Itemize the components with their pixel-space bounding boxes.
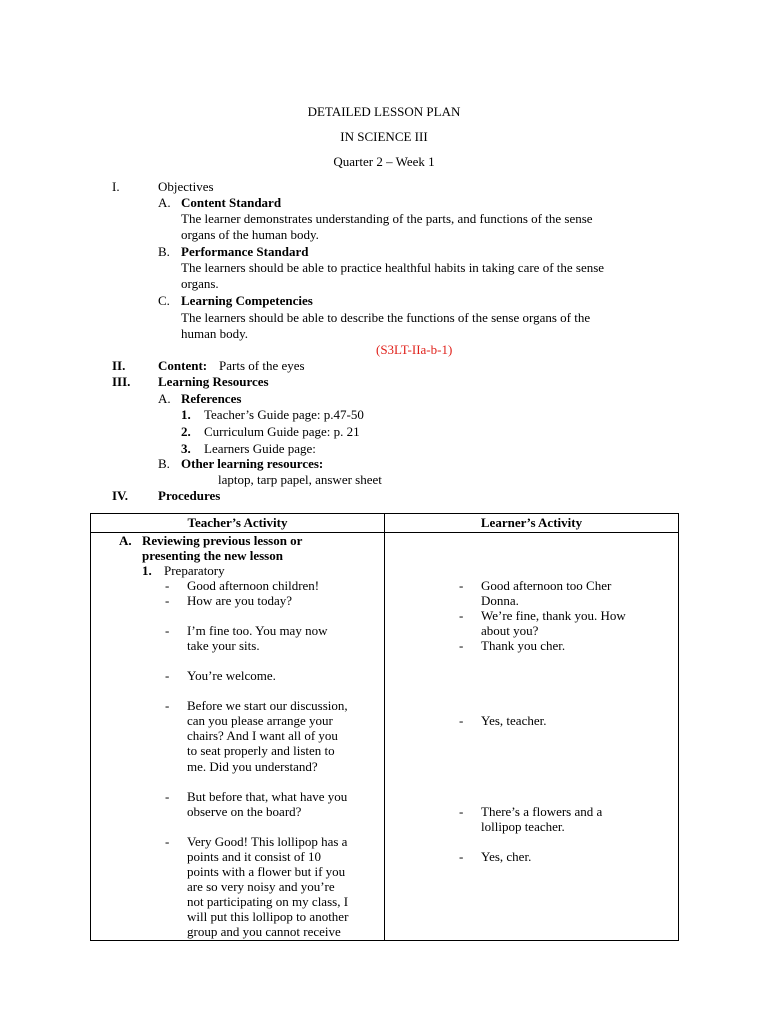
learning-competencies-text: human body. [181, 326, 249, 341]
teacher-line: Good afternoon children! [187, 578, 320, 593]
references-heading: References [181, 391, 242, 406]
teacher-line-dash: - [165, 623, 170, 638]
performance-standard-text: organs. [181, 276, 219, 291]
activity-section-title: presenting the new lesson [142, 548, 283, 563]
teacher-line: points with a flower but if you [187, 864, 346, 879]
teacher-line: are so very noisy and you’re [187, 879, 335, 894]
document-subject: IN SCIENCE III [340, 129, 428, 144]
teacher-line-dash: - [165, 698, 170, 713]
content-standard-text: organs of the human body. [181, 227, 319, 242]
other-resources-letter: B. [158, 456, 170, 471]
learner-line: lollipop teacher. [481, 819, 565, 834]
learner-line: about you? [481, 623, 539, 638]
reference-item: Learners Guide page: [204, 441, 316, 456]
learner-line: Yes, teacher. [481, 713, 547, 728]
learning-competencies-text: The learners should be able to describe the functions of the sense organs of the [181, 310, 591, 325]
learner-line-dash: - [459, 608, 464, 623]
preparatory-number: 1. [142, 563, 152, 578]
teacher-line: to seat properly and listen to [187, 743, 335, 758]
competency-code: (S3LT-IIa-b-1) [376, 342, 453, 357]
teacher-line: Very Good! This lollipop has a [187, 834, 348, 849]
teacher-line: observe on the board? [187, 804, 302, 819]
performance-standard-text: The learners should be able to practice healthful habits in taking care of the sense [181, 260, 605, 275]
teacher-line-dash: - [165, 834, 170, 849]
teacher-line: chairs? And I want all of you [187, 728, 338, 743]
teacher-line: You’re welcome. [187, 668, 276, 683]
performance-standard-heading: Performance Standard [181, 244, 309, 259]
teacher-line-dash: - [165, 668, 170, 683]
performance-standard-letter: B. [158, 244, 170, 259]
teacher-line: I’m fine too. You may now [187, 623, 328, 638]
table-column-divider [384, 514, 385, 940]
teacher-line: me. Did you understand? [187, 759, 318, 774]
section-numeral-objectives: I. [112, 179, 120, 194]
learner-line: Good afternoon too Cher [481, 578, 612, 593]
teacher-activity-header: Teacher’s Activity [187, 515, 288, 530]
learning-competencies-letter: C. [158, 293, 170, 308]
teacher-line-dash: - [165, 789, 170, 804]
teacher-line: not participating on my class, I [187, 894, 349, 909]
content-heading: Content: [158, 358, 208, 373]
reference-number: 2. [181, 424, 191, 439]
activity-section-letter: A. [119, 533, 132, 548]
section-numeral-procedures: IV. [112, 488, 129, 503]
learner-activity-header: Learner’s Activity [480, 515, 583, 530]
document-quarter: Quarter 2 – Week 1 [333, 154, 435, 169]
learner-line-dash: - [459, 713, 464, 728]
teacher-line: But before that, what have you [187, 789, 348, 804]
learning-resources-heading: Learning Resources [158, 374, 269, 389]
teacher-line: group and you cannot receive [187, 924, 341, 939]
section-numeral-resources: III. [112, 374, 131, 389]
teacher-line: How are you today? [187, 593, 293, 608]
objectives-heading: Objectives [158, 179, 214, 194]
teacher-line: Before we start our discussion, [187, 698, 348, 713]
reference-number: 1. [181, 407, 191, 422]
learner-line: Thank you cher. [481, 638, 566, 653]
learner-line-dash: - [459, 849, 464, 864]
teacher-line: will put this lollipop to another [187, 909, 349, 924]
learner-line: There’s a flowers and a [481, 804, 603, 819]
teacher-line: can you please arrange your [187, 713, 333, 728]
reference-item: Curriculum Guide page: p. 21 [204, 424, 360, 439]
teacher-line: points and it consist of 10 [187, 849, 321, 864]
learner-line-dash: - [459, 804, 464, 819]
learner-line: Yes, cher. [481, 849, 532, 864]
document-title: DETAILED LESSON PLAN [307, 104, 461, 119]
content-value: Parts of the eyes [219, 358, 305, 373]
content-standard-text: The learner demonstrates understanding of the parts, and functions of the sense [181, 211, 593, 226]
references-letter: A. [158, 391, 171, 406]
section-numeral-content: II. [112, 358, 126, 373]
other-resources-text: laptop, tarp papel, answer sheet [218, 472, 382, 487]
learner-line: Donna. [481, 593, 519, 608]
teacher-line: take your sits. [187, 638, 260, 653]
other-resources-heading: Other learning resources: [181, 456, 324, 471]
teacher-line-dash: - [165, 578, 170, 593]
content-standard-letter: A. [158, 195, 171, 210]
reference-number: 3. [181, 441, 191, 456]
procedures-heading: Procedures [158, 488, 221, 503]
learner-line-dash: - [459, 638, 464, 653]
teacher-line-dash: - [165, 593, 170, 608]
content-standard-heading: Content Standard [181, 195, 282, 210]
learning-competencies-heading: Learning Competencies [181, 293, 313, 308]
activity-section-title: Reviewing previous lesson or [142, 533, 303, 548]
learner-line: We’re fine, thank you. How [481, 608, 626, 623]
learner-line-dash: - [459, 578, 464, 593]
reference-item: Teacher’s Guide page: p.47-50 [204, 407, 364, 422]
preparatory-label: Preparatory [164, 563, 225, 578]
